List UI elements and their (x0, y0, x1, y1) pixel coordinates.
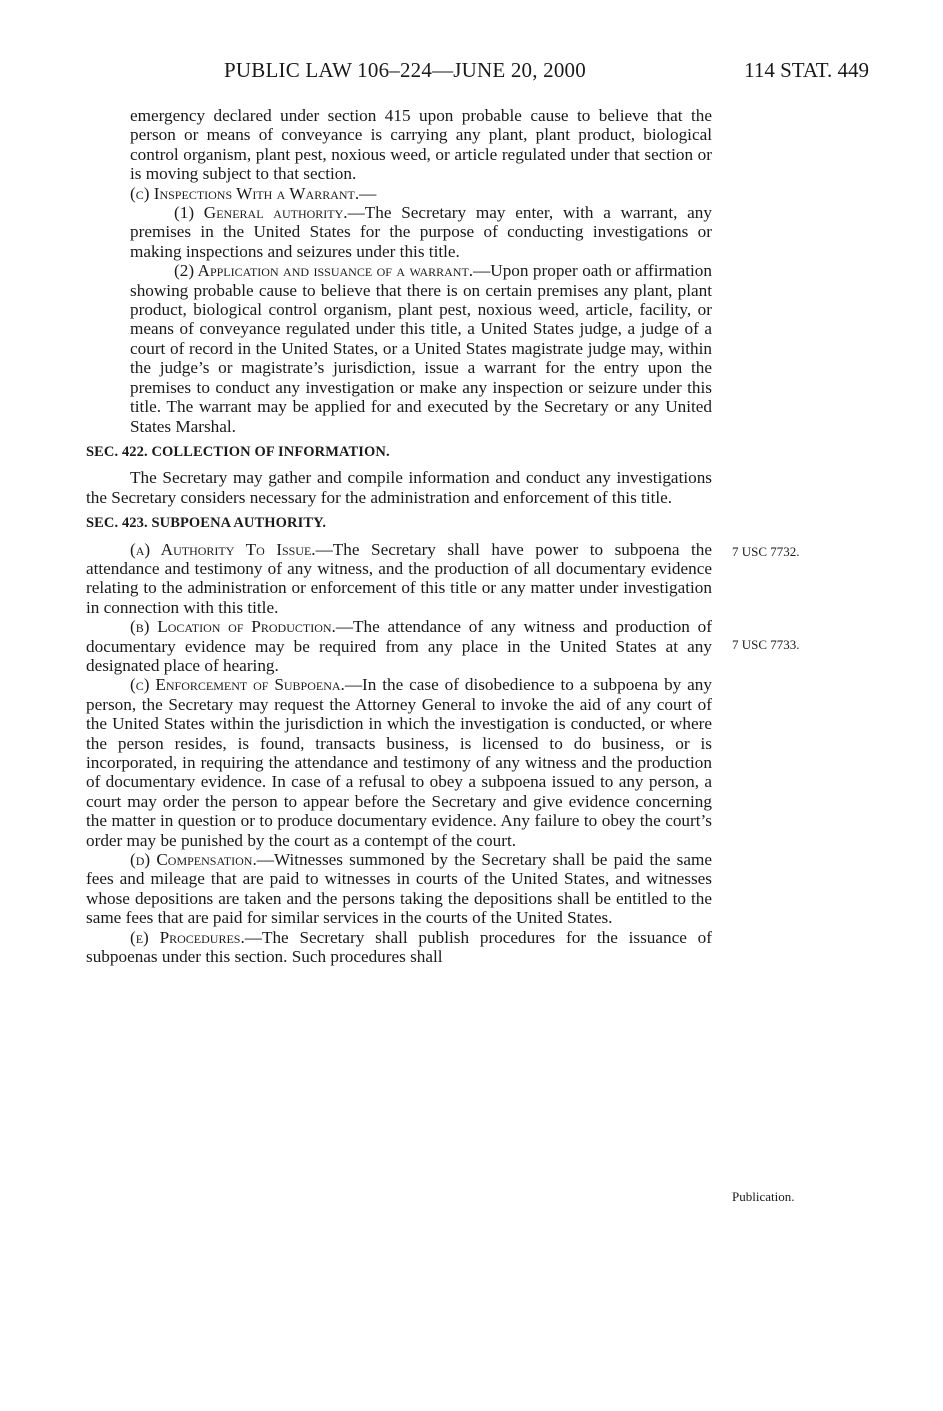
paragraph-c2-text: Upon proper oath or affirmation showing probable cause to believe that there is on certain premises any plant, plant product, biological control organism, plant pest, noxious weed, article, facility, or means of conveyance regulated under this title, a United States judge, a judge of a court of record in the United States, or a United States magistrate judge may, within the judge’s or magistrate’s jurisdiction, issue a warrant for the entry upon the premises to conduct any investigation or make any inspection or seizure under this title. The warrant may be applied for and executed by the Secretary or any United States Marshal. (130, 261, 712, 436)
paragraph-c2 (86, 261, 712, 436)
subsection-c (86, 675, 712, 850)
subsection-e-label: (e) Procedures.— (130, 927, 262, 947)
subsection-d-label: (d) Compensation.— (130, 850, 274, 870)
page-body (86, 106, 712, 966)
section-422-text: The Secretary may gather and compile information and conduct any investigations the Secretary considers necessary for the administration and enforcement of this title. (86, 468, 712, 507)
section-422-heading: SEC. 422. COLLECTION OF INFORMATION. (86, 443, 390, 460)
margin-note-7733: 7 USC 7733. (732, 637, 800, 652)
paragraph-continuation: emergency declared under section 415 upon probable cause to believe that the person or means of conveyance is carrying any plant, plant product, biological control organism, plant pest, noxious weed, or article regulated under that section or is moving subject to that section. (130, 106, 712, 184)
running-title: PUBLIC LAW 106–224—JUNE 20, 2000 (224, 58, 586, 82)
subsection-d (86, 850, 712, 928)
subsection-c-heading-text: (c) Inspections With a Warrant.— (130, 183, 377, 203)
section-423-heading: SEC. 423. SUBPOENA AUTHORITY. (86, 515, 327, 532)
paragraph-c2-label: (2) Application and issuance of a warrant.— (174, 261, 491, 281)
subsection-a (86, 540, 712, 618)
paragraph-c1 (86, 203, 712, 261)
subsection-c-label: (c) Enforcement of Subpoena.— (130, 675, 363, 695)
subsection-a-text: The Secretary shall have power to subpoena the attendance and testimony of any witness, and the production of all documentary evidence relating to the administration or enforcement of this title or any matter under investigation in connection with this title. (86, 539, 712, 617)
margin-note-publication: Publication. (732, 1189, 795, 1204)
subsection-c-text: In the case of disobedience to a subpoena by any person, the Secretary may request the Attorney General to invoke the aid of any court of the United States within the jurisdiction in which the investigation is conducted, or where the person resides, is found, transacts business, is licensed to do business, or is incorporated, in requiring the attendance and testimony of any witness and the production of documentary evidence. In case of a refusal to obey a subpoena issued to any person, a court may order the person to appear before the Secretary and give evidence concerning the matter in question or to produce documentary evidence. Any failure to obey the court’s order may be punished by the court as a contempt of the court. (86, 675, 712, 850)
margin-note-7732: 7 USC 7732. (732, 544, 800, 559)
page-header (0, 58, 943, 88)
subsection-e-text: The Secretary shall publish procedures for the issuance of subpoenas under this section. Such procedures shall (86, 927, 712, 967)
subsection-b (86, 617, 712, 675)
subsection-c-heading (86, 184, 712, 203)
page-number: 114 STAT. 449 (744, 58, 869, 82)
subsection-b-text: The attendance of any witness and production of documentary evidence may be required from any place in the United States at any designated place of hearing. (86, 617, 712, 675)
subsection-a-label: (a) Authority To Issue.— (130, 539, 333, 559)
subsection-b-label: (b) Location of Production.— (130, 617, 354, 637)
subsection-d-text: Witnesses summoned by the Secretary shall be paid the same fees and mileage that are paid to witnesses in courts of the United States, and witnesses whose depositions are taken and the persons taking the depositions shall be entitled to the same fees that are paid for similar services in the courts of the United States. (86, 850, 712, 928)
paragraph-c1-label: (1) General authority.— (174, 203, 365, 223)
paragraph-c1-text: The Secretary may enter, with a warrant, any premises in the United States for the purpose of conducting investigations or making inspections and seizures under this title. (130, 203, 712, 261)
subsection-e (86, 928, 712, 967)
